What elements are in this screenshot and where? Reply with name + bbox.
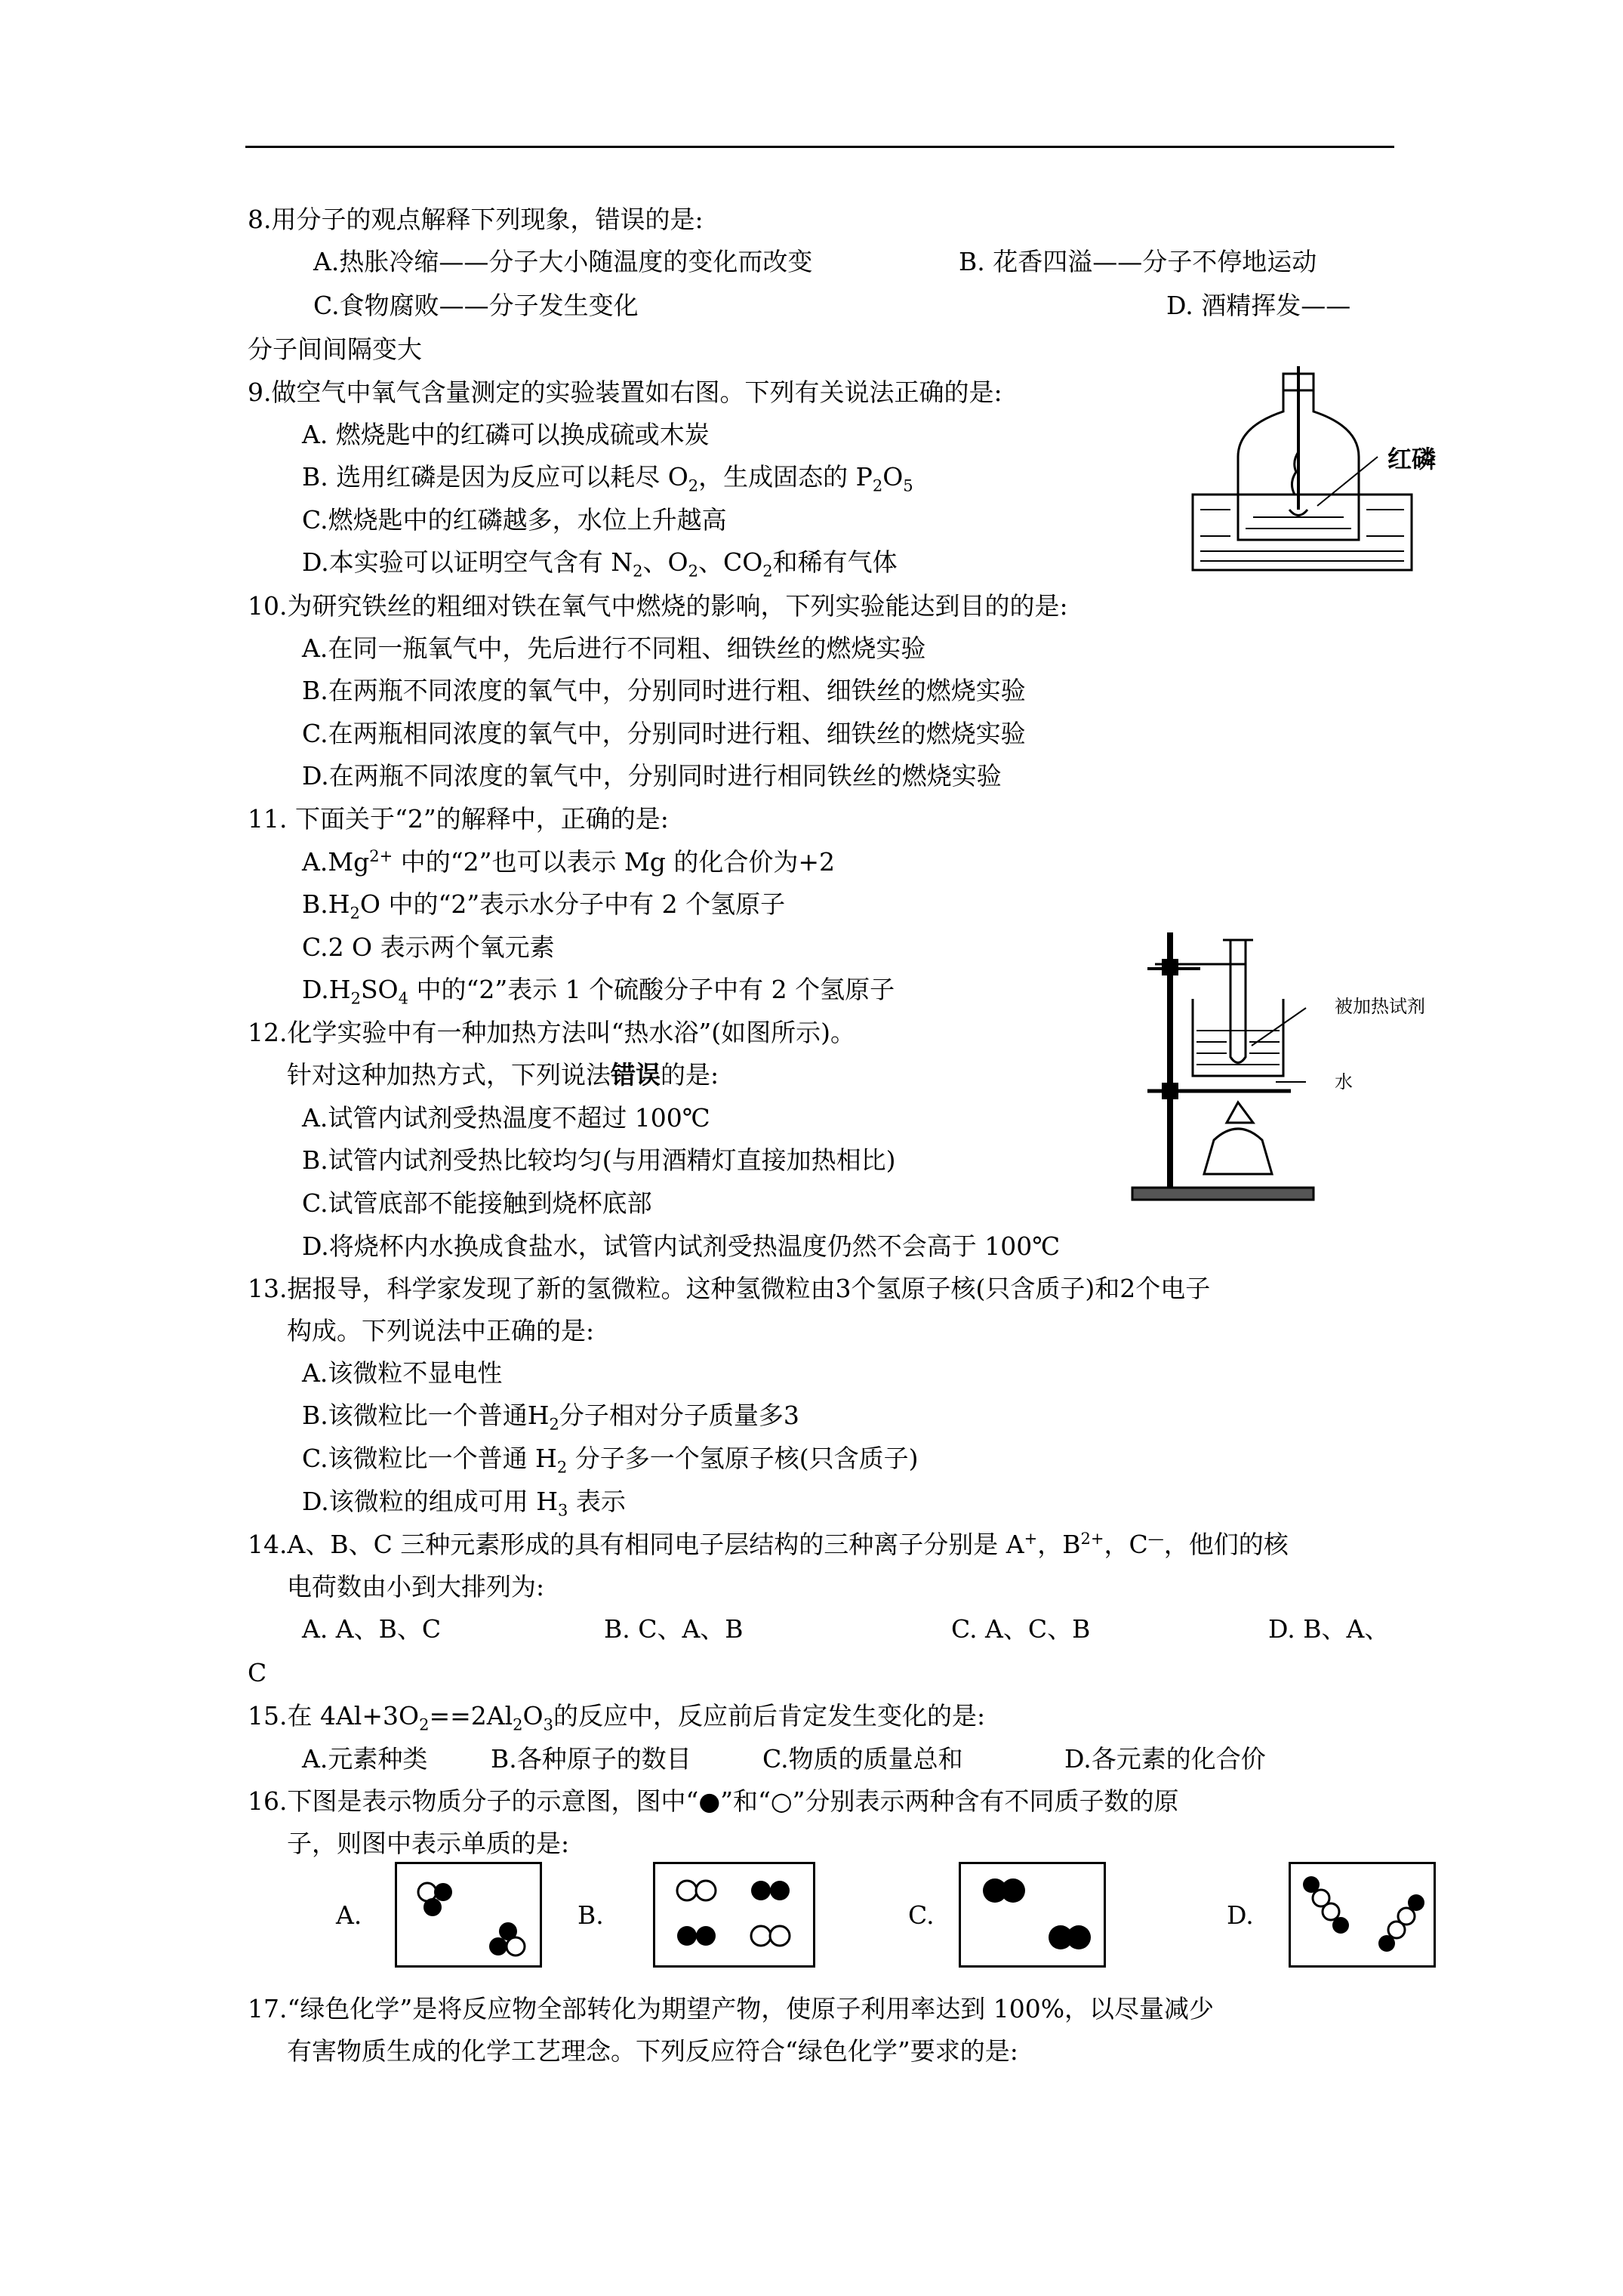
q15-option-c: C.物质的质量总和 <box>762 1744 963 1774</box>
q12-option-d: D.将烧杯内水换成食盐水，试管内试剂受热温度仍然不会高于 100℃ <box>302 1231 1061 1261</box>
q14-option-d: D. B、A、 <box>1268 1614 1390 1644</box>
header-rule <box>245 146 1394 148</box>
q15-option-a: A.元素种类 <box>302 1744 428 1774</box>
q17-stem-line-2: 有害物质生成的化学工艺理念。下列反应符合“绿色化学”要求的是: <box>287 2036 1018 2066</box>
q11-option-d: $D.H_2SO_4$ 中的“2”表示 1 个硫酸分子中有 2 个氢原子 <box>302 975 895 1008</box>
q16-option-b-label: B. <box>577 1900 604 1930</box>
q15-stem: 15.在 $4Al+3O_2==2Al_2O_3$的反应中，反应前后肯定发生变化的是: <box>248 1701 986 1734</box>
q10-option-b: B.在两瓶不同浓度的氧气中，分别同时进行粗、细铁丝的燃烧实验 <box>302 676 1026 705</box>
q15-option-d: D.各元素的化合价 <box>1064 1744 1266 1774</box>
q8-option-d-continued: 分子间间隔变大 <box>248 334 422 364</box>
q10-option-d: D.在两瓶不同浓度的氧气中，分别同时进行相同铁丝的燃烧实验 <box>302 761 1002 791</box>
q14-stem: 14.A、B、C 三种元素形成的具有相同电子层结构的三种离子分别是 A+，$B^{2+}$，C—，他们的核 <box>248 1530 1289 1559</box>
q10-option-a: A.在同一瓶氧气中，先后进行不同粗、细铁丝的燃烧实验 <box>302 633 926 663</box>
q9-option-a: A. 燃烧匙中的红磷可以换成硫或木炭 <box>302 420 710 449</box>
q8-stem: 8.用分子的观点解释下列现象，错误的是: <box>248 205 704 234</box>
q13-option-b: B.该微粒比一个普通$H_2$分子相对分子质量多3 <box>302 1401 799 1434</box>
q9-apparatus-figure <box>1185 366 1449 578</box>
q16-stem-line-2: 子，则图中表示单质的是: <box>287 1829 570 1858</box>
q12-figure-label-reagent: 被加热试剂 <box>1335 996 1425 1017</box>
q11-option-c: C.2 O 表示两个氧元素 <box>302 932 555 962</box>
q16-option-b-diagram <box>653 1862 815 1968</box>
q12-option-b: B.试管内试剂受热比较均匀(与用酒精灯直接加热相比) <box>302 1145 896 1175</box>
q8-option-d: D. 酒精挥发—— <box>1166 291 1351 320</box>
q8-option-b: B. 花香四溢——分子不停地运动 <box>959 247 1317 276</box>
q12-stem: 12.化学实验中有一种加热方法叫“热水浴”(如图所示)。 <box>248 1018 855 1047</box>
q12-water-bath-figure <box>1125 925 1434 1204</box>
q9-option-c: C.燃烧匙中的红磷越多，水位上升越高 <box>302 505 727 535</box>
q14-option-d-continued: C <box>248 1658 267 1687</box>
q16-stem: 16.下图是表示物质分子的示意图，图中“●”和“○”分别表示两种含有不同质子数的原 <box>248 1786 1179 1816</box>
q16-option-c-label: C. <box>908 1900 935 1930</box>
q14-option-b: B. C、A、B <box>604 1614 744 1644</box>
q12-option-a: A.试管内试剂受热温度不超过 100℃ <box>302 1103 710 1133</box>
q13-stem: 13.据报导，科学家发现了新的氢微粒。这种氢微粒由3个氢原子核(只含质子)和2个电子 <box>248 1274 1211 1303</box>
q11-option-b: $B.H_2O$ 中的“2”表示水分子中有 2 个氢原子 <box>302 889 786 923</box>
q14-option-a: A. A、B、C <box>302 1614 442 1644</box>
q9-stem: 9.做空气中氧气含量测定的实验装置如右图。下列有关说法正确的是: <box>248 378 1002 407</box>
q14-option-c: C. A、C、B <box>951 1614 1091 1644</box>
q12-option-c: C.试管底部不能接触到烧杯底部 <box>302 1188 652 1218</box>
q8-option-c: C.食物腐败——分子发生变化 <box>313 291 639 320</box>
q16-option-c-diagram <box>959 1862 1106 1968</box>
q16-option-d-label: D. <box>1227 1900 1254 1930</box>
q13-option-a: A.该微粒不显电性 <box>302 1358 503 1388</box>
q16-option-a-diagram <box>395 1862 542 1968</box>
q14-stem-line-2: 电荷数由小到大排列为: <box>287 1572 545 1601</box>
q9-option-b: B. 选用红磷是因为反应可以耗尽 $O_2$，生成固态的 $P_2O_5$ <box>302 462 913 495</box>
q13-stem-line-2: 构成。下列说法中正确的是: <box>287 1316 595 1345</box>
q8-option-a: A.热胀冷缩——分子大小随温度的变化而改变 <box>313 247 813 276</box>
q13-option-d: D.该微粒的组成可用 $H_3$ 表示 <box>302 1487 626 1520</box>
q9-option-d: D.本实验可以证明空气含有 $N_2$、$O_2$、$CO_2$和稀有气体 <box>302 547 898 581</box>
q11-option-a: $A.Mg^{2+}$ 中的“2”也可以表示 Mg 的化合价为+2 <box>302 847 835 877</box>
q12-figure-label-water: 水 <box>1335 1071 1353 1093</box>
q10-stem: 10.为研究铁丝的粗细对铁在氧气中燃烧的影响，下列实验能达到目的的是: <box>248 591 1068 621</box>
q17-stem: 17.“绿色化学”是将反应物全部转化为期望产物，使原子利用率达到 100%，以尽量减少 <box>248 1994 1215 2023</box>
q15-option-b: B.各种原子的数目 <box>491 1744 691 1774</box>
q16-option-a-label: A. <box>336 1900 362 1930</box>
q10-option-c: C.在两瓶相同浓度的氧气中，分别同时进行粗、细铁丝的燃烧实验 <box>302 719 1026 748</box>
q13-option-c: C.该微粒比一个普通 $H_2$ 分子多一个氢原子核(只含质子) <box>302 1444 919 1477</box>
q11-stem: 11. 下面关于“2”的解释中，正确的是: <box>248 804 669 834</box>
q16-option-d-diagram <box>1289 1862 1436 1968</box>
q9-figure-label-phosphorus: 红磷 <box>1387 445 1437 473</box>
q12-stem-line-2: 针对这种加热方式，下列说法错误的是: <box>287 1060 719 1089</box>
